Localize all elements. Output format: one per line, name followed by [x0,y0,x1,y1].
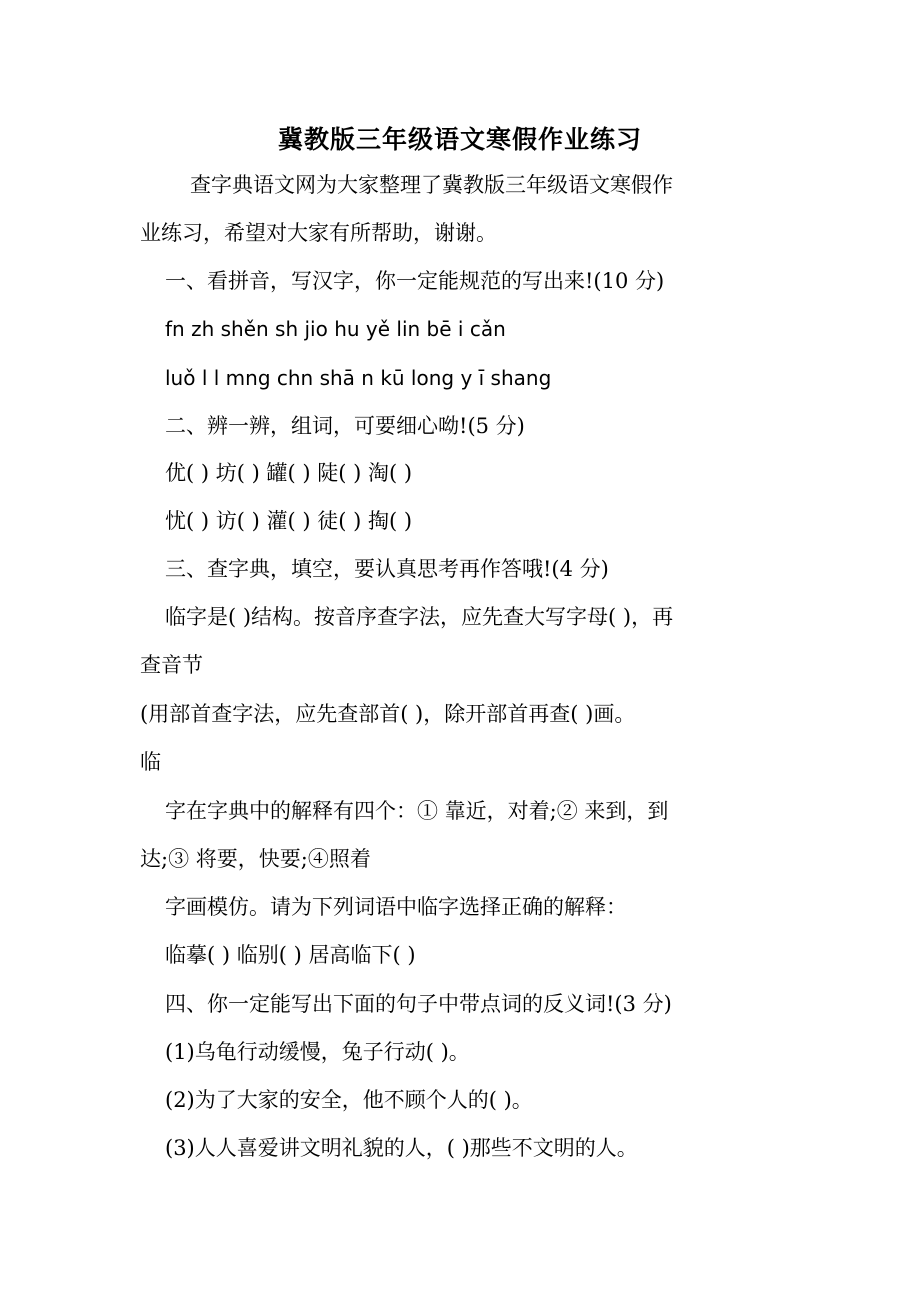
page-title: 冀教版三年级语文寒假作业练习 [277,125,642,154]
section-3-heading: 三、查字典，填空，要认真思考再作答哦!(4 分) [165,557,609,581]
question-3: (3)人人喜爱讲文明礼貌的人，( )那些不文明的人。 [165,1136,638,1160]
section-3-line-6: 达;③ 将要，快要;④照着 [140,847,371,871]
section-2-heading: 二、辨一辨，组词，可要细心呦!(5 分) [165,414,525,438]
word-row-2: 忧( ) 访( ) 灌( ) 徒( ) 掏( ) [165,509,413,533]
section-3-line-1: 临字是( )结构。按音序查字法，应先查大写字母( )，再 [165,605,674,629]
section-4-heading: 四、你一定能写出下面的句子中带点词的反义词!(3 分) [165,992,672,1016]
question-1: (1)乌龟行动缓慢，兔子行动( )。 [165,1040,470,1064]
section-3-line-8: 临摹( ) 临别( ) 居高临下( ) [165,943,416,967]
section-3-line-2: 查音节 [140,653,203,677]
section-3-line-4: 临 [140,750,161,774]
pinyin-line-2: luǒ l l mng chn shā n kū long y ī shang [165,366,552,390]
section-1-heading: 一、看拼音，写汉字，你一定能规范的写出来!(10 分) [165,269,665,293]
pinyin-line-1: fn zh shěn sh jio hu yě lin bē i cǎn [165,317,506,341]
section-3-line-5: 字在字典中的解释有四个：① 靠近，对着;② 来到，到 [165,799,669,823]
word-row-1: 优( ) 坊( ) 罐( ) 陡( ) 淘( ) [165,461,413,485]
intro-line-2: 业练习，希望对大家有所帮助，谢谢。 [140,221,497,245]
intro-line-1: 查字典语文网为大家整理了冀教版三年级语文寒假作 [190,173,673,197]
question-2: (2)为了大家的安全，他不顾个人的( )。 [165,1088,533,1112]
section-3-line-7: 字画模仿。请为下列词语中临字选择正确的解释： [165,895,627,919]
section-3-line-3: (用部首查字法，应先查部首( )，除开部首再查( )画。 [140,702,636,726]
